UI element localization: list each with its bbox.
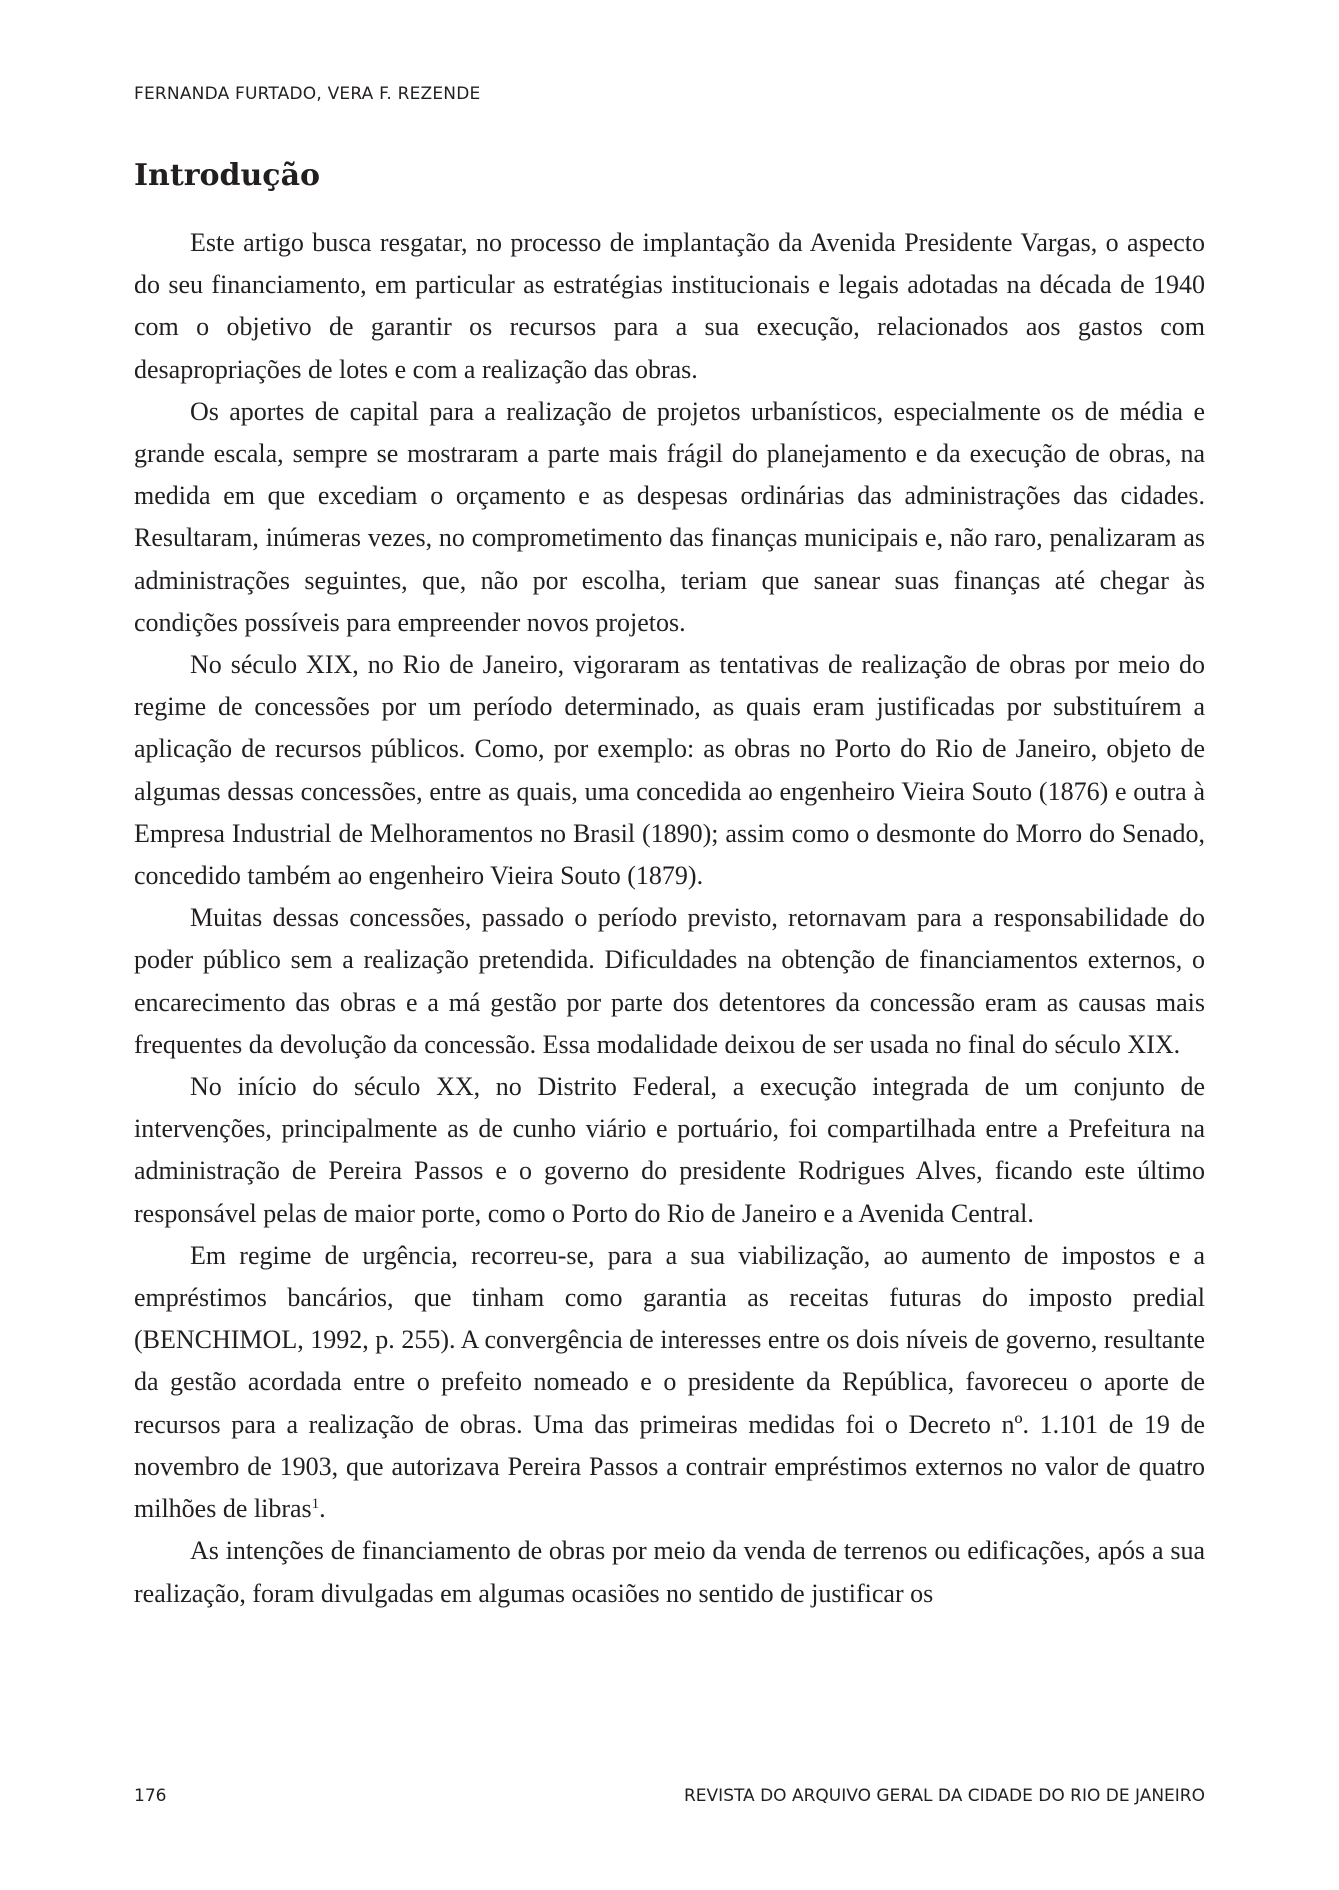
paragraph-2: Os aportes de capital para a realização de projetos urbanísticos, especialmente os de média e grande escala, sempre se mostraram a parte mais frágil do planejamento e da execução de obras, na medida em que excediam o orçamento e as despesas ordinárias das administrações das cidades. Resultaram, inúmeras vezes, no comprometimento das finanças municipais e, não raro, penalizaram as administrações seguintes, que, não por escolha, teriam que sanear suas finanças até chegar às condições possíveis para empreender novos projetos. [134,396,1205,637]
body-text [134,222,1205,1615]
footnote-marker[interactable]: 1 [311,1496,320,1513]
paragraph-5: No início do século XX, no Distrito Federal, a execução integrada de um conjunto de intervenções, principalmente as de cunho viário e portuário, foi compartilhada entre a Prefeitura na administração de Pereira Passos e o governo do presidente Rodrigues Alves, ficando este último responsável pelas de maior porte, como o Porto do Rio de Janeiro e a Avenida Central. [134,1072,1205,1228]
paragraph-1: Este artigo busca resgatar, no processo de implantação da Avenida Presidente Vargas, o aspecto do seu financiamento, em particular as estratégias institucionais e legais adotadas na década de 1940 com o objetivo de garantir os recursos para a sua execução, relacionados aos gastos com desapropriações de lotes e com a realização das obras. [134,228,1205,384]
section-title: Introdução [134,158,321,193]
page-number: 176 [134,1786,167,1806]
footer-journal-title: REVISTA DO ARQUIVO GERAL DA CIDADE DO RIO DE JANEIRO [684,1786,1205,1806]
running-header-authors: FERNANDA FURTADO, VERA F. REZENDE [134,84,481,104]
paragraph-3: No século XIX, no Rio de Janeiro, vigoraram as tentativas de realização de obras por meio do regime de concessões por um período determinado, as quais eram justificadas por substituírem a aplicação de recursos públicos. Como, por exemplo: as obras no Porto do Rio de Janeiro, objeto de algumas dessas concessões, entre as quais, uma concedida ao engenheiro Vieira Souto (1876) e outra à Empresa Industrial de Melhoramentos no Brasil (1890); assim como o desmonte do Morro do Senado, concedido também ao engenheiro Vieira Souto (1879). [134,650,1205,891]
paragraph-6-text: Em regime de urgência, recorreu-se, para a sua viabilização, ao aumento de impostos e a empréstimos bancários, que tinham como garantia as receitas futuras do imposto predial (BENCHIMOL, 1992, p. 255). A convergência de interesses entre os dois níveis de governo, resultante da gestão acordada entre o prefeito nomeado e o presidente da República, favoreceu o aporte de recursos para a realização de obras. Uma das primeiras medidas foi o Decreto nº. 1.101 de 19 de novembro de 1903, que autorizava Pereira Passos a contrair empréstimos externos no valor de quatro milhões de libras [134,1240,1205,1524]
paragraph-4: Muitas dessas concessões, passado o período previsto, retornavam para a responsabilidade do poder público sem a realização pretendida. Dificuldades na obtenção de financiamentos externos, o encarecimento das obras e a má gestão por parte dos detentores da concessão eram as causas mais frequentes da devolução da concessão. Essa modalidade deixou de ser usada no final do século XIX. [134,903,1205,1059]
paragraph-6 [134,1235,1205,1530]
paragraph-7: As intenções de financiamento de obras por meio da venda de terrenos ou edificações, após a sua realização, foram divulgadas em algumas ocasiões no sentido de justificar os [134,1536,1205,1608]
paragraph-6-end: . [319,1494,326,1524]
